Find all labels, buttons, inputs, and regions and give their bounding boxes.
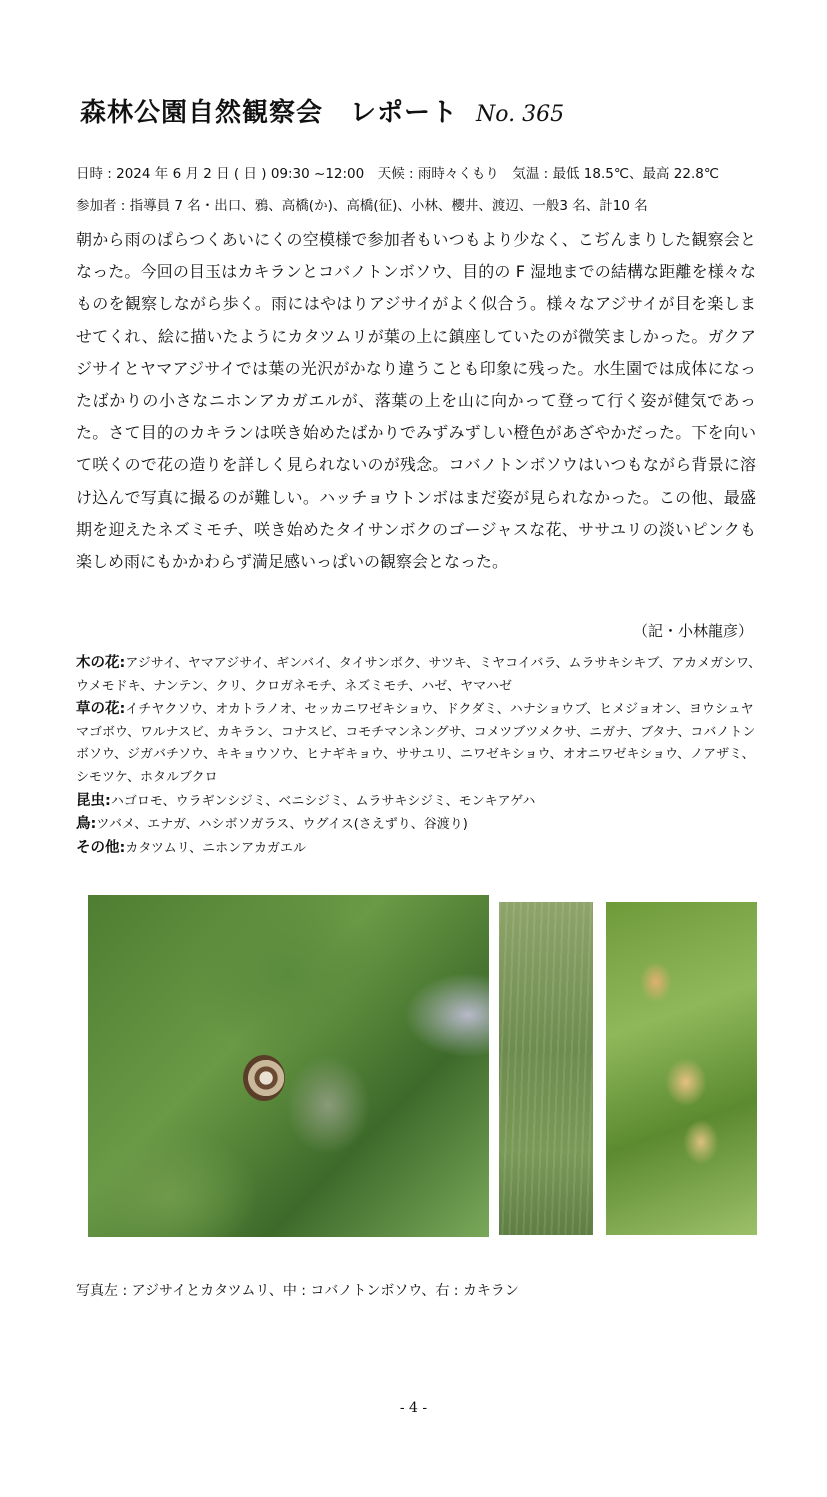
list-text: ハゴロモ、ウラギンシジミ、ベニシジミ、ムラサキシジミ、モンキアゲハ xyxy=(110,793,536,809)
list-text: ツバメ、エナガ、ハシボソガラス、ウグイス(さえずり、谷渡り) xyxy=(96,817,468,833)
photo-kakiran xyxy=(606,902,757,1235)
report-header xyxy=(80,92,564,132)
list-insects xyxy=(76,790,766,814)
author-signature: （記・小林龍彦） xyxy=(632,622,753,640)
list-label: 昆虫: xyxy=(76,792,111,809)
list-text: カタツムリ、ニホンアカガエル xyxy=(125,840,307,856)
snail-shape xyxy=(243,1055,285,1101)
photo-hydrangea-snail xyxy=(88,895,489,1237)
list-text: イチヤクソウ、オカトラノオ、セッカニワゼキショウ、ドクダミ、ハナショウブ、ヒメジョオン、ヨウシュヤマゴボウ、ワルナスビ、カキラン、コナスビ、コモチマンネングサ、コメツブツメクサ、ニガナ、ブタナ、コバノトンボソウ、ジガバチソウ、キキョウソウ、ヒナギキョウ、ササユリ、ニワゼキショウ、オオニワゼキショウ、ノアザミ、シモツケ、ホタルブクロ xyxy=(76,702,756,785)
list-others xyxy=(76,837,766,861)
list-label: 木の花: xyxy=(76,655,126,671)
photo-caption: 写真左 : アジサイとカタツムリ、中 : コバノトンボソウ、右 : カキラン xyxy=(76,1283,519,1299)
observation-lists xyxy=(76,652,766,860)
list-birds xyxy=(76,813,766,837)
page-title: 森林公園自然観察会 レポート xyxy=(80,98,459,128)
list-flowers xyxy=(76,698,766,789)
participants-line: 参加者 : 指導員 7 名・出口、鴉、高橋(か)、高橋(征)、小林、櫻井、渡辺、一般3 名、計10 名 xyxy=(76,198,648,214)
list-label: 鳥: xyxy=(76,816,97,833)
list-label: その他: xyxy=(76,839,126,856)
date-weather-line: 日時 : 2024 年 6 月 2 日 ( 日 ) 09:30 ~12:00 天候 : 雨時々くもり 気温 : 最低 18.5℃、最高 22.8℃ xyxy=(76,166,720,182)
list-label: 草の花: xyxy=(76,701,126,718)
report-body: 朝から雨のぱらつくあいにくの空模様で参加者もいつもより少なく、こぢんまりした観察会となった。今回の目玉はカキランとコバノトンボソウ、目的の F 湿地までの結構な距離を様々なものを観察しながら歩く。雨にはやはりアジサイがよく似合う。様々なアジサイが目を楽しませてくれ、絵に描いたようにカタツムリが葉の上に鎮座していたのが微笑ましかった。ガクアジサイとヤマアジサイでは葉の光沢がかなり違うことも印象に残った。水生園では成体になったばかりの小さなニホンアカガエルが、落葉の上を山に向かって登って行く姿が健気であった。さて目的のカキランは咲き始めたばかりでみずみずしい橙色があざやかだった。下を向いて咲くので花の造りを詳しく見られないのが残念。コバノトンボソウはいつもながら背景に溶け込んで写真に撮るのが難しい。ハッチョウトンボはまだ姿が見られなかった。この他、最盛期を迎えたネズミモチ、咲き始めたタイサンボクのゴージャスな花、ササユリの淡いピンクも楽しめ雨にもかかわらず満足感いっぱいの観察会となった。 xyxy=(76,230,756,572)
photo-orchid-green xyxy=(499,902,593,1235)
list-trees xyxy=(76,652,766,698)
list-text: アジサイ、ヤマアジサイ、ギンバイ、タイサンボク、サツキ、ミヤコイバラ、ムラサキシキブ、アカメガシワ、ウメモドキ、ナンテン、クリ、クロガネモチ、ネズミモチ、ハゼ、ヤマハゼ xyxy=(76,656,762,694)
page-number: - 4 - xyxy=(399,1400,428,1416)
report-number: No. 365 xyxy=(476,102,565,127)
